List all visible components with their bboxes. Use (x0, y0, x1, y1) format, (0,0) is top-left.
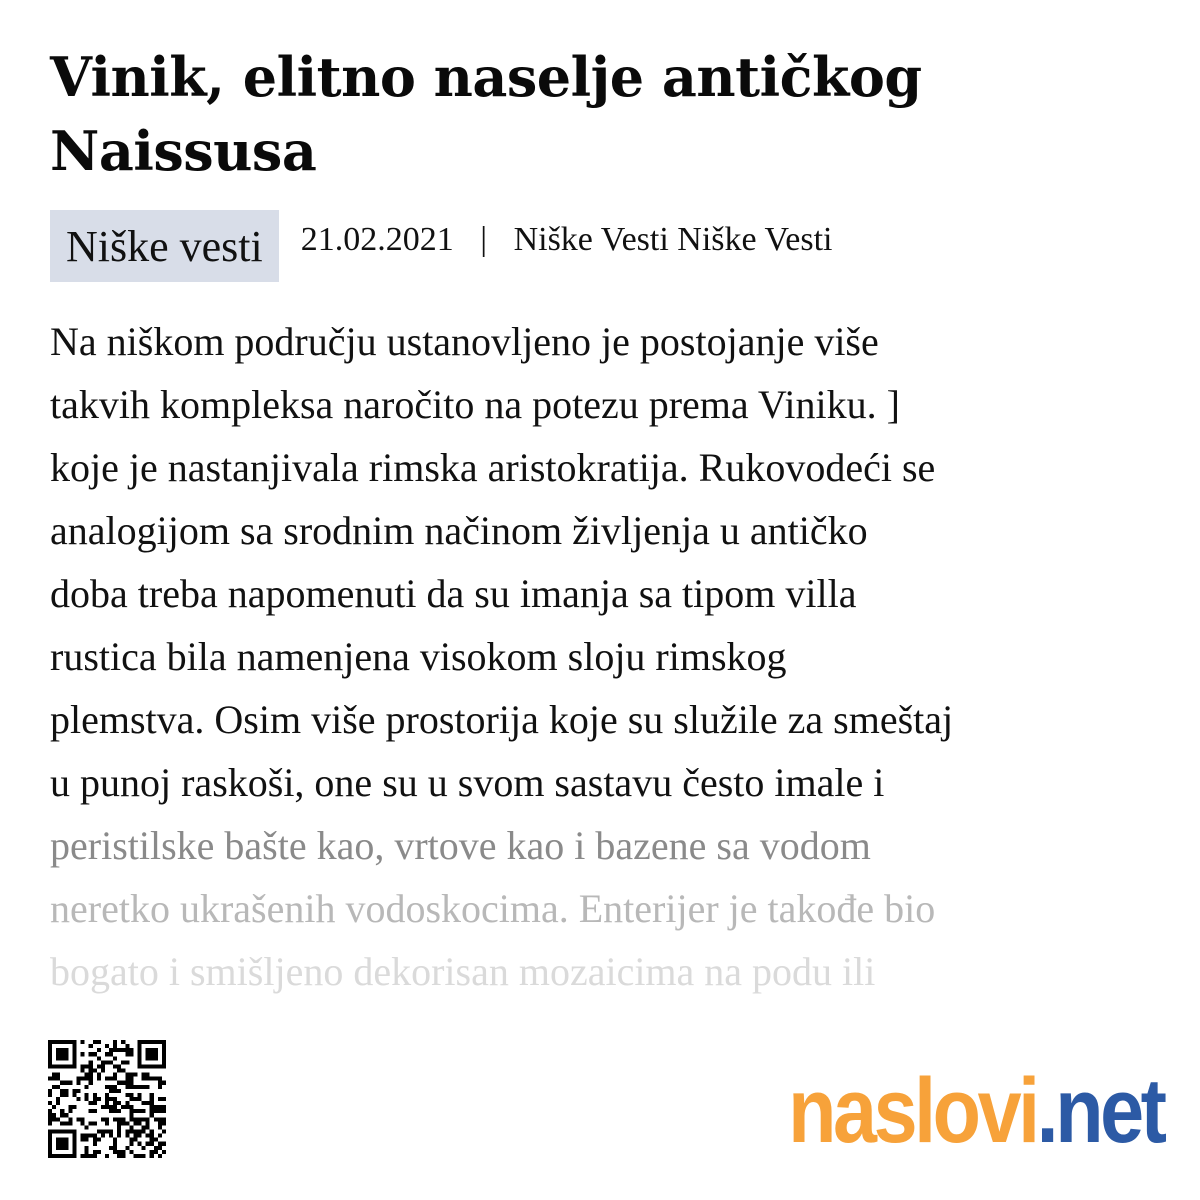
article-author: Niške Vesti Niške Vesti (513, 221, 833, 258)
meta-separator: | (480, 221, 488, 258)
article-body (50, 310, 1160, 1000)
logo-text-naslovi: naslovi (788, 1060, 1038, 1162)
logo-text-net: .net (1037, 1060, 1164, 1162)
body-line: rustica bila namenjena visokom sloju rimskog (50, 634, 787, 679)
site-logo[interactable] (789, 1056, 1164, 1166)
body-line: analogijom sa srodnim načinom življenja u antičko (50, 508, 868, 553)
article-date: 21.02.2021 (300, 221, 454, 258)
body-line: bogato i smišljeno dekorisan mozaicima na podu ili (50, 949, 876, 994)
article-title: Vinik, elitno naselje antičkog Naissusa (50, 45, 922, 183)
body-line: plemstva. Osim više prostorija koje su služile za smeštaj (50, 697, 954, 742)
article-meta (50, 210, 833, 282)
body-line: Na niškom području ustanovljeno je postojanje više (50, 319, 879, 364)
meta-info (301, 221, 833, 259)
body-line: u punoj raskoši, one su u svom sastavu često imale i (50, 760, 885, 805)
body-line: peristilske bašte kao, vrtove kao i bazene sa vodom (50, 823, 871, 868)
body-line: takvih kompleksa naročito na potezu prema Viniku. ] (50, 382, 900, 427)
body-line: neretko ukrašenih vodoskocima. Enterijer je takođe bio (50, 886, 936, 931)
body-line: doba treba napomenuti da su imanja sa tipom villa (50, 571, 857, 616)
body-line: koje je nastanjivala rimska aristokratija. Rukovodeći se (50, 445, 936, 490)
qr-code-icon (48, 1040, 166, 1158)
category-badge[interactable]: Niške vesti (50, 210, 279, 282)
